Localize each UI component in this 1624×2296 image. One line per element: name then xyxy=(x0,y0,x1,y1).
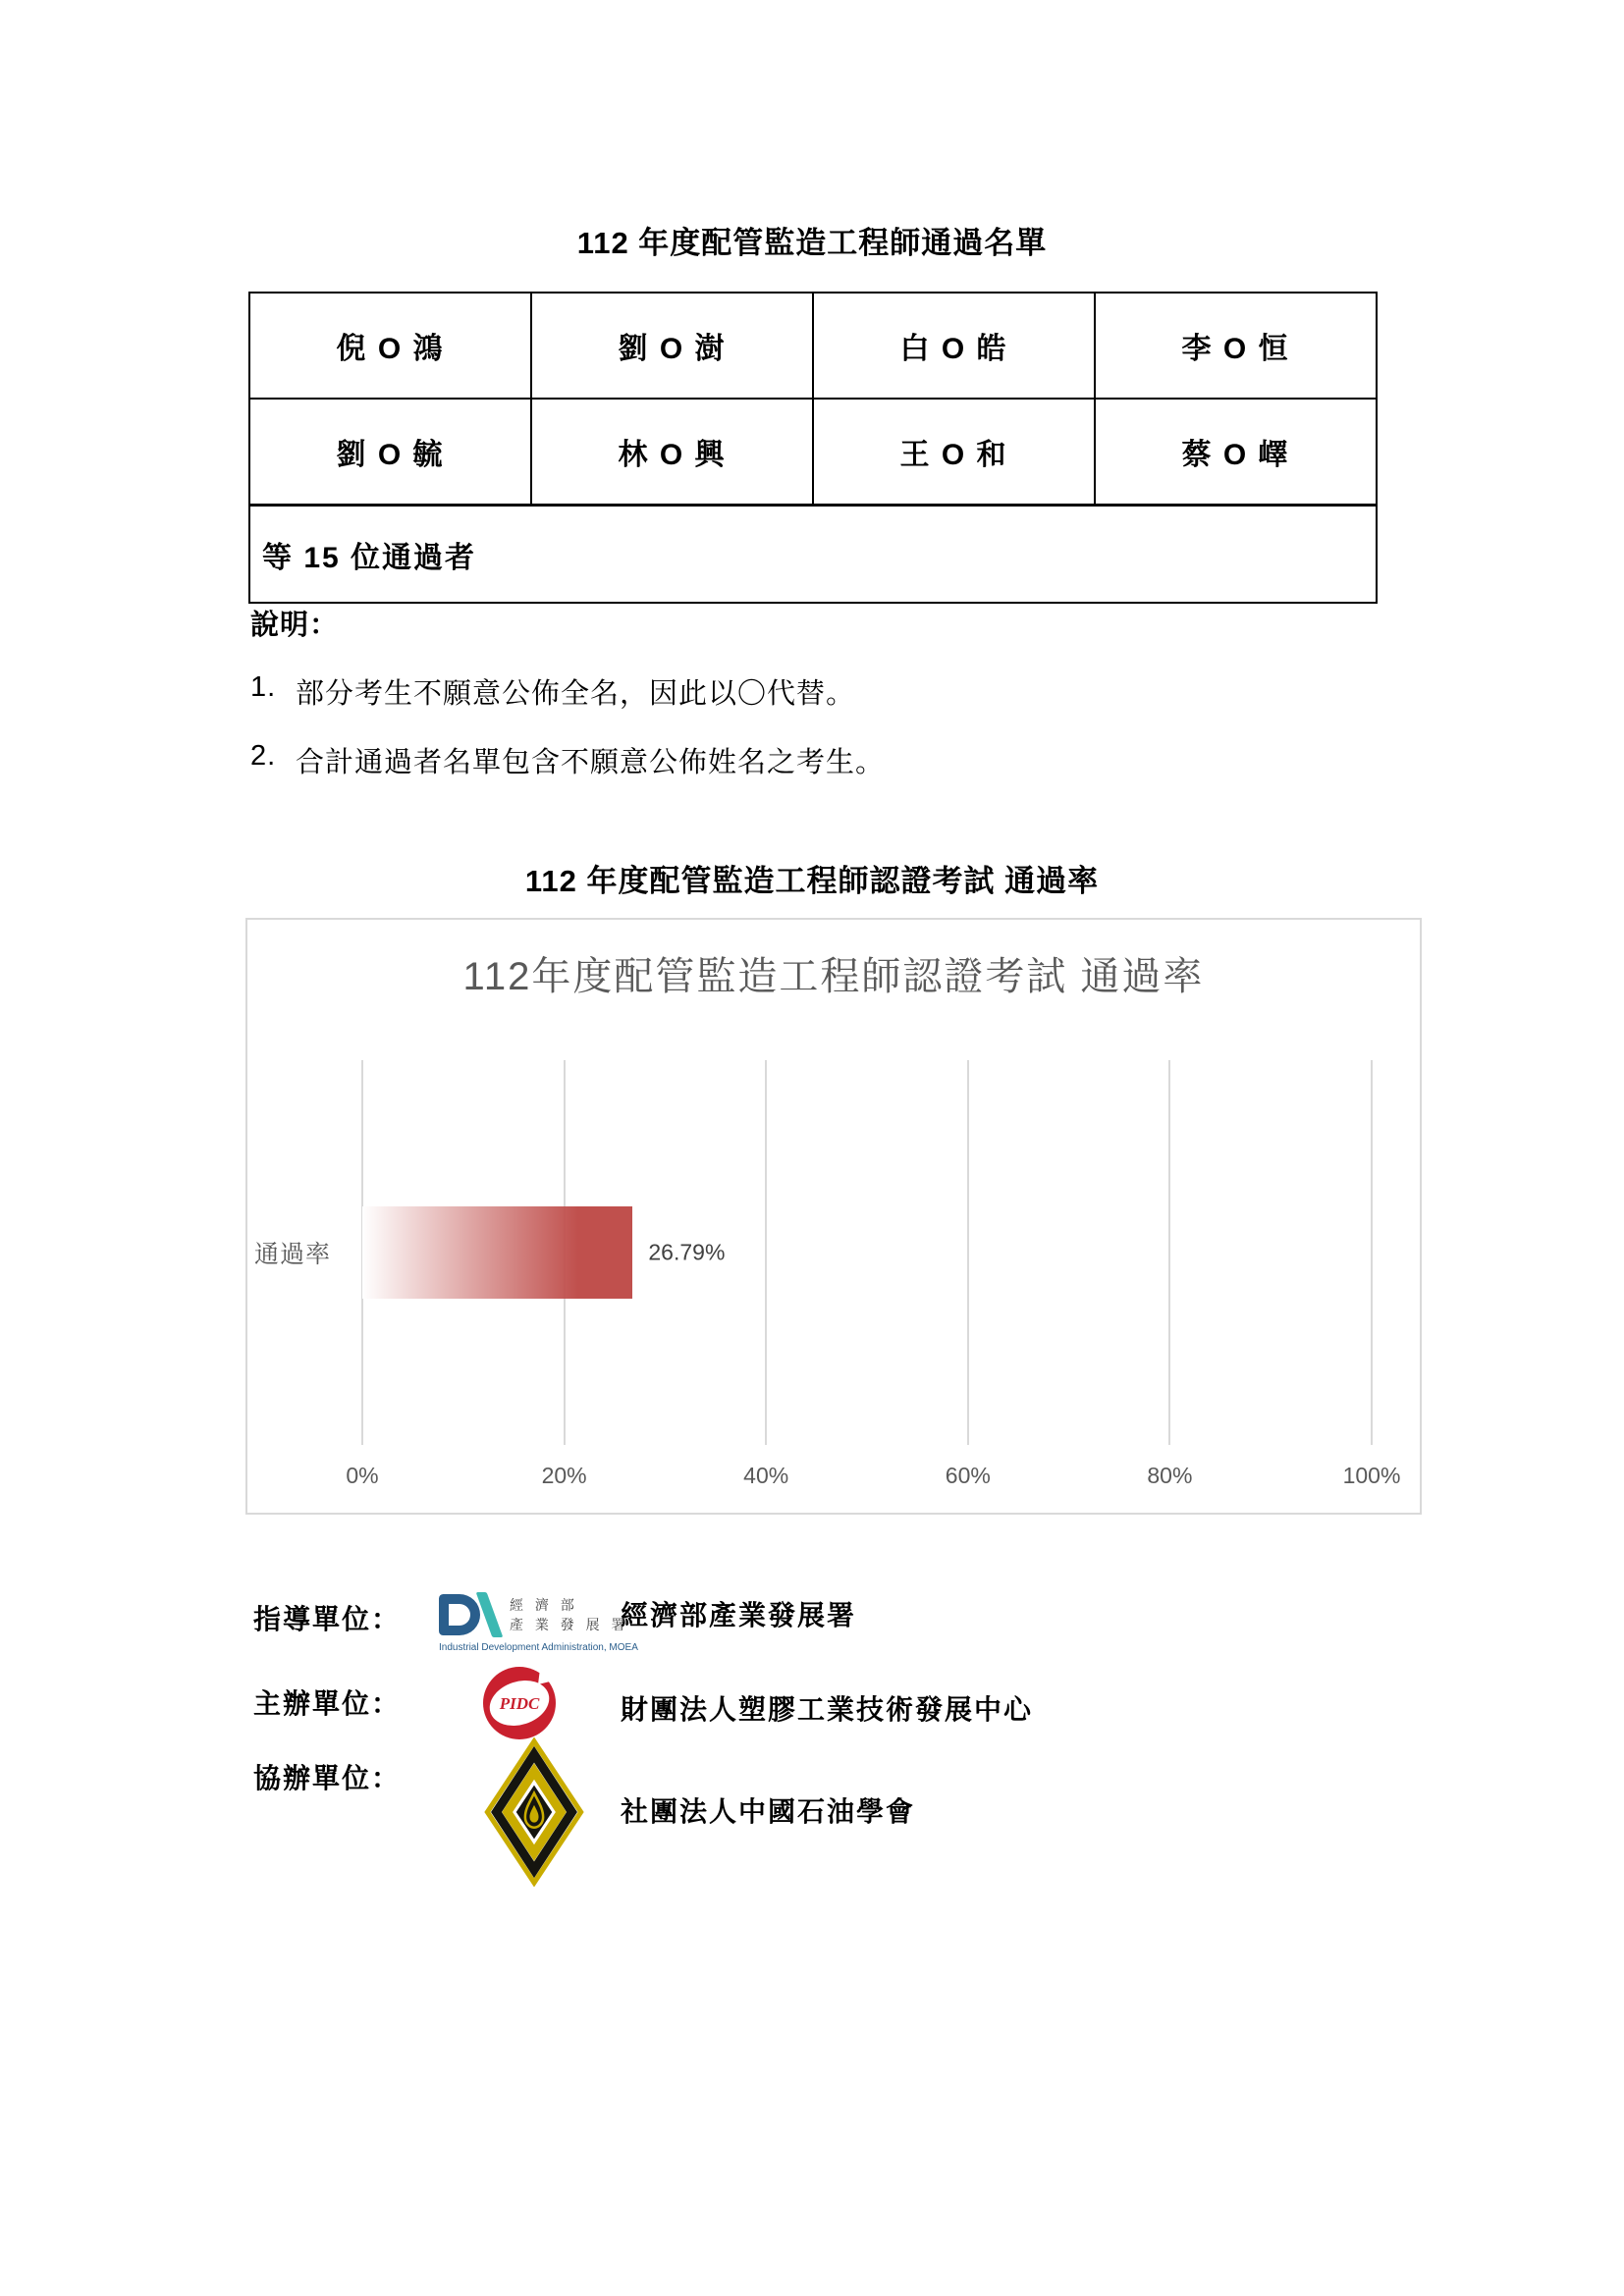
x-tick-label: 100% xyxy=(1342,1463,1401,1488)
x-tick-label: 80% xyxy=(1147,1463,1193,1488)
bar-track xyxy=(362,1206,1372,1299)
ida-logo-mark-row xyxy=(439,1592,645,1637)
x-tick-label: 0% xyxy=(346,1463,379,1488)
passer-name-cell: 李 O 恒 xyxy=(1095,293,1377,399)
chart-title: 112年度配管監造工程師認證考試 通過率 xyxy=(462,955,1205,998)
co-organizer-unit-name: 社團法人中國石油學會 xyxy=(621,1796,916,1827)
pass-list-table xyxy=(248,292,1378,604)
note-item xyxy=(250,671,885,712)
x-tick-label: 60% xyxy=(945,1463,991,1488)
advisor-unit-name: 經濟部產業發展署 xyxy=(621,1600,857,1630)
note-text: 部分考生不願意公佈全名，因此以〇代替。 xyxy=(296,678,856,710)
ida-cn-line1: 經 濟 部 xyxy=(510,1597,578,1613)
x-axis-ticks xyxy=(346,1463,1401,1492)
advisor-unit-label: 指導單位： xyxy=(253,1604,402,1634)
pass-rate-chart xyxy=(245,918,1422,1515)
ida-d-slash-icon xyxy=(439,1592,500,1637)
passer-name-cell: 劉 O 毓 xyxy=(249,399,531,506)
note-number: 2. xyxy=(250,740,277,772)
ida-logo-en-text: Industrial Development Administration, MOEA xyxy=(439,1642,638,1653)
passer-name-cell: 倪 O 鴻 xyxy=(249,293,531,399)
pidc-logo-text: PIDC xyxy=(499,1694,540,1713)
passer-name-cell: 王 O 和 xyxy=(813,399,1095,506)
organizer-unit-name: 財團法人塑膠工業技術發展中心 xyxy=(621,1694,1034,1725)
table-row xyxy=(249,399,1377,506)
organizer-unit-label: 主辦單位： xyxy=(253,1688,402,1719)
passer-name-cell: 蔡 O 嶧 xyxy=(1095,399,1377,506)
ida-d-shape xyxy=(439,1594,480,1635)
passer-name-cell: 白 O 皓 xyxy=(813,293,1095,399)
x-tick-label: 40% xyxy=(743,1463,789,1488)
summary-cell: 等 15 位通過者 xyxy=(249,506,1377,604)
ida-logo-cn-text xyxy=(510,1595,629,1634)
note-number: 1. xyxy=(250,671,277,703)
pidc-logo-icon xyxy=(481,1665,558,1741)
petroleum-society-diamond-icon xyxy=(483,1737,585,1887)
plot-area xyxy=(254,1060,1372,1445)
notes-section xyxy=(250,603,885,780)
chart-section-title: 112 年度配管監造工程師認證考試 通過率 xyxy=(524,864,1100,898)
table-row xyxy=(249,293,1377,399)
pass-rate-bar xyxy=(362,1206,632,1299)
note-text: 合計通過者名單包含不願意公佈姓名之考生。 xyxy=(296,747,886,778)
pass-list-title: 112 年度配管監造工程師通過名單 xyxy=(576,226,1048,260)
table-row xyxy=(249,506,1377,604)
passer-name-cell: 劉 O 澍 xyxy=(531,293,813,399)
note-item xyxy=(250,740,885,780)
co-organizer-unit-label: 協辦單位： xyxy=(253,1763,402,1793)
notes-heading: 說明： xyxy=(250,610,340,641)
ida-cn-line2: 產 業 發 展 署 xyxy=(510,1617,629,1632)
passer-name-cell: 林 O 興 xyxy=(531,399,813,506)
x-tick-label: 20% xyxy=(541,1463,587,1488)
bar-value-label: 26.79% xyxy=(648,1239,726,1265)
ida-moea-logo xyxy=(439,1592,645,1653)
y-axis-category-label: 通過率 xyxy=(254,1241,332,1268)
